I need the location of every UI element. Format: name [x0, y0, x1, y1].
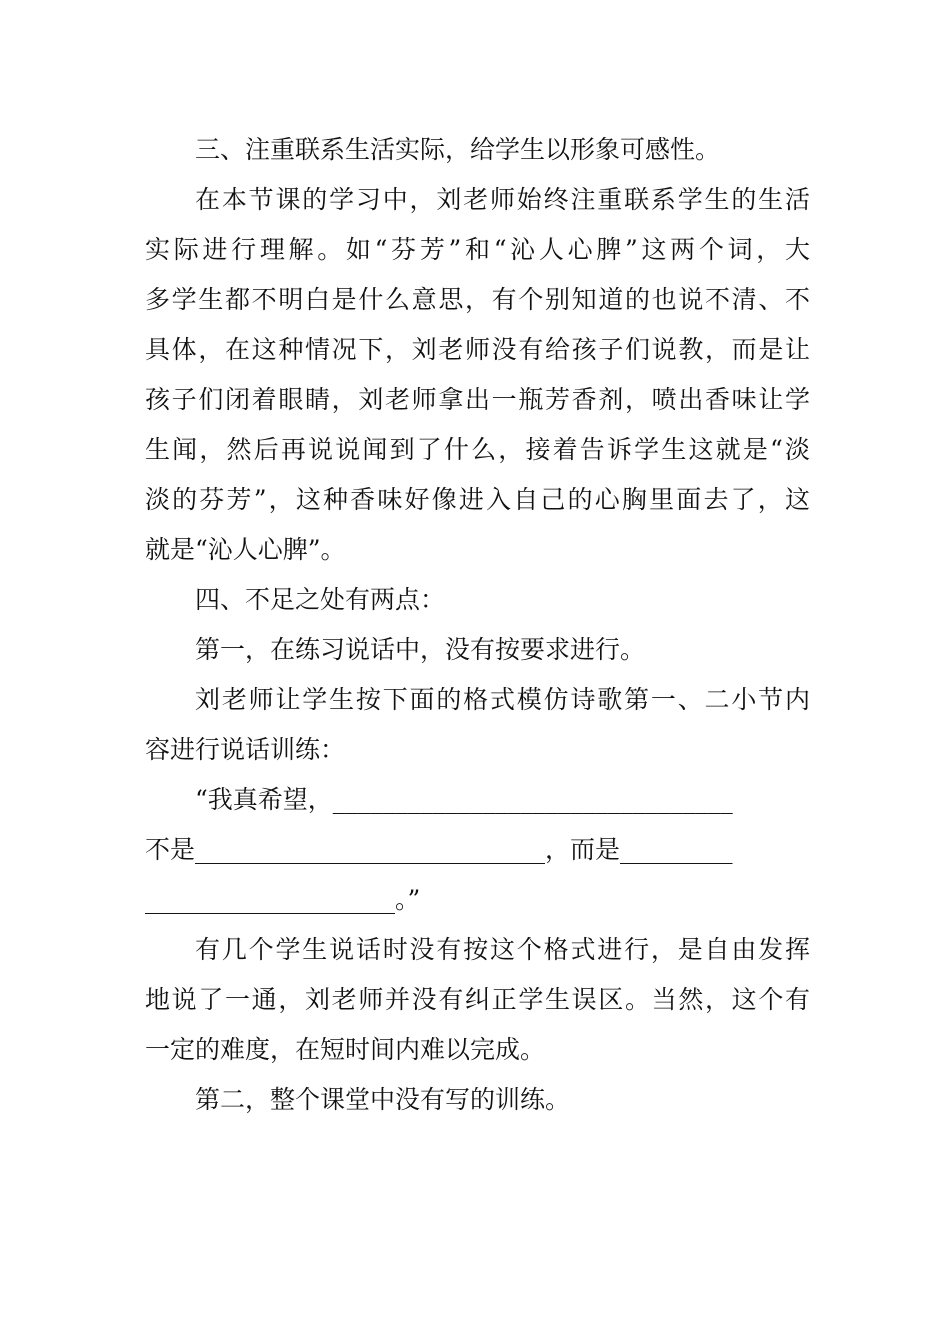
paragraph-line: 具体，在这种情况下，刘老师没有给孩子们说教，而是让	[145, 335, 810, 364]
paragraph-line: 容进行说话训练：	[145, 735, 346, 764]
paragraph-line: 地说了一通，刘老师并没有纠正学生误区。当然，这个有	[145, 985, 810, 1014]
template-line: ____________________。”	[145, 885, 421, 914]
paragraph-line: 就是“沁人心脾”。	[145, 535, 346, 564]
paragraph-line: 刘老师让学生按下面的格式模仿诗歌第一、二小节内	[195, 685, 810, 714]
paragraph-line: 第二，整个课堂中没有写的训练。	[195, 1085, 571, 1114]
paragraph-line: 一定的难度，在短时间内难以完成。	[145, 1035, 546, 1064]
section-heading-four: 四、不足之处有两点：	[195, 585, 446, 614]
paragraph-line: 在本节课的学习中，刘老师始终注重联系学生的生活	[195, 185, 810, 214]
template-line: “我真希望，________________________________	[195, 785, 733, 814]
paragraph-line: 第一，在练习说话中，没有按要求进行。	[195, 635, 646, 664]
paragraph-line: 孩子们闭着眼睛，刘老师拿出一瓶芳香剂，喷出香味让学	[145, 385, 810, 414]
paragraph-line: 淡的芬芳”，这种香味好像进入自己的心胸里面去了，这	[145, 485, 810, 514]
paragraph-line: 有几个学生说话时没有按这个格式进行，是自由发挥	[195, 935, 810, 964]
paragraph-line: 多学生都不明白是什么意思，有个别知道的也说不清、不	[145, 285, 810, 314]
paragraph-line: 实际进行理解。如“芬芳”和“沁人心脾”这两个词，大	[145, 235, 810, 264]
paragraph-line: 生闻，然后再说说闻到了什么，接着告诉学生这就是“淡	[145, 435, 810, 464]
template-line: 不是____________________________，而是_________	[145, 835, 733, 864]
section-heading-three: 三、注重联系生活实际，给学生以形象可感性。	[195, 135, 721, 164]
